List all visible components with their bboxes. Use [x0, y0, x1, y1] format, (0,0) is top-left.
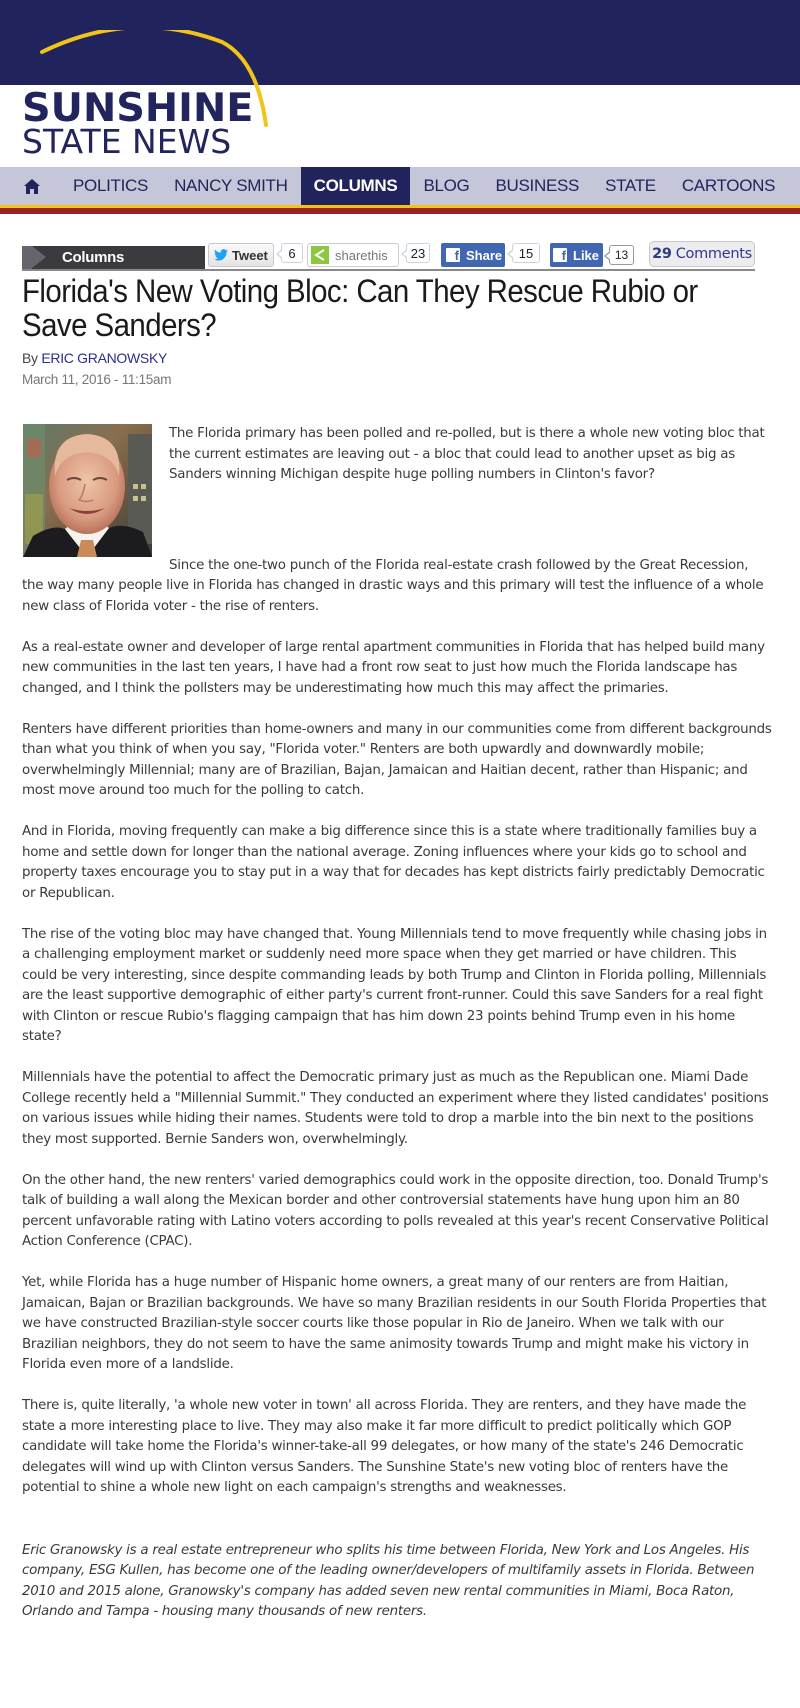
facebook-like-label: Like: [573, 247, 600, 263]
article-title: Florida's New Voting Bloc: Can They Rescue Rubio or Save Sanders?: [22, 273, 698, 343]
nav-item-blog[interactable]: BLOG: [423, 176, 470, 195]
article-paragraph: The rise of the voting bloc may have changed that. Young Millennials tend to move frequently while chasing jobs in a challenging employment market or suddenly need more space when they get married or have children. This could be very interesting, since despite commanding leads by both Trump and Clinton in Florida polling, Millennials are the least supportive demographic of either party's current front-runner. Could this save Sanders for a real fight with Clinton or rescue Rubio's flagging campaign that has him down 23 points behind Trump even in his home state?: [22, 926, 767, 1044]
sharebar-divider: [22, 269, 755, 271]
site-header: [0, 0, 800, 167]
tweet-count: 6: [281, 243, 303, 263]
author-bio: Eric Granowsky is a real estate entrepreneur who splits his time between Florida, New York and Los Angeles. His company, ESG Kullen, has become one of the leading owner/developers of multifamily assets in Florida. Between 2010 and 2015 alone, Granowsky's company has added seven new rental communities in Miami, Boca Raton, Orlando and Tampa - housing many thousands of new renters.: [22, 1542, 755, 1619]
comments-count: 29: [652, 246, 672, 262]
article-paragraph: Renters have different priorities than home-owners and many in our communities come from different backgrounds than what you think of when you say, "Florida voter." Renters are both upwardly and downwardly mobile; overwhelmingly Millennial; many are of Brazilian, Bajan, Jamaican and Haitian decent, rather than Hispanic; and most move around too much for the polling to catch.: [22, 721, 772, 798]
article-paragraph: On the other hand, the new renters' varied demographics could work in the opposite direction, too. Donald Trump's talk of building a wall along the Mexican border and other controversial statements have hung upon him an 80 percent unfavorable rating with Latino voters according to polls revealed at this year's recent Conservative Political Action Conference (CPAC).: [22, 1172, 769, 1249]
article-paragraph: [22, 556, 772, 618]
article-paragraph: And in Florida, moving frequently can make a big difference since this is a state where traditionally families buy a home and settle down for longer than the national average. Zoning influences where your kids go to school and property taxes encourage you to stay put in a way that for decades has kept districts fairly predictably Democratic or Republican.: [22, 824, 765, 901]
sharethis-label: sharethis: [335, 247, 388, 263]
comments-label: Comments: [675, 246, 752, 262]
section-label-text: Columns: [62, 249, 125, 266]
facebook-icon: f: [446, 248, 460, 262]
facebook-like-button[interactable]: [550, 243, 603, 267]
logo-line1: SUNSHINE: [22, 86, 254, 131]
sharethis-icon: [311, 246, 329, 264]
site-logo[interactable]: [22, 30, 272, 160]
section-chevron-base: [22, 246, 32, 269]
nav-item-columns[interactable]: COLUMNS: [301, 167, 411, 205]
article-paragraph: Yet, while Florida has a huge number of Hispanic home owners, a great many of our renters are from Haitian, Jamaican, Bajan or Brazilian backgrounds. We have so many Brazilian residents in our South Florida Properties that we have constructed Brazilian-style soccer courts like those popular in Rio de Janeiro. When we talk with our Brazilian neighbors, they do not seem to have the same animosity towards Trump and might make his victory in Florida even more of a landslide.: [22, 1275, 767, 1372]
article-paragraph: As a real-estate owner and developer of large rental apartment communities in Florida that has helped build many new communities in the last ten years, I have had a front row seat to just how much the Florida landscape has changed, and I think the pollsters may be underestimating how much this may affect the primaries.: [22, 639, 765, 696]
sharethis-button[interactable]: [307, 243, 399, 267]
section-label[interactable]: [22, 246, 205, 269]
nav-home[interactable]: [18, 167, 46, 205]
nav-item-politics[interactable]: POLITICS: [73, 176, 149, 195]
logo-line2: STATE NEWS: [22, 122, 232, 161]
byline-prefix: By: [22, 350, 38, 366]
publish-date: March 11, 2016 - 11:15am: [22, 372, 172, 387]
share-bar: [22, 240, 755, 270]
sharethis-count: 23: [406, 243, 430, 263]
twitter-bird-icon: [214, 249, 228, 261]
main-nav: [0, 167, 800, 205]
section-chevron-icon: [32, 246, 46, 268]
nav-item-cartoons[interactable]: CARTOONS: [681, 176, 776, 195]
article-paragraph: There is, quite literally, 'a whole new voter in town' all across Florida. They are renters, and they have made the state a more interesting place to live. They may also make it far more difficult to predict politically which GOP candidate will take home the Florida's winner-take-all 99 delegates, or how many of the state's 246 Democratic delegates will wind up with Clinton versus Sanders. The Sunshine State's new voting bloc of renters have the potential to shine a whole new light on each campaign's strengths and weaknesses.: [22, 1398, 747, 1495]
article-paragraph-text: Since the one-two punch of the Florida real-estate crash followed by the Great Recession, the way many people live in Florida has changed in drastic ways and this primary will test the influence of a whole new class of Florida voter - the rise of renters.: [22, 557, 764, 614]
author-link[interactable]: ERIC GRANOWSKY: [41, 350, 168, 366]
home-icon: [24, 179, 40, 194]
article-paragraph: The Florida primary has been polled and re-polled, but is there a whole new voting bloc that the current estimates are leaving out - a bloc that could lead to another upset as big as Sanders winning Michigan despite huge polling numbers in Clinton's favor?: [169, 426, 765, 482]
nav-item-nancy-smith[interactable]: NANCY SMITH: [174, 176, 288, 195]
comments-button[interactable]: [649, 241, 755, 267]
article-paragraph: Millennials have the potential to affect the Democratic primary just as much as the Republican one. Miami Dade College recently held a "Millennial Summit." They conducted an experiment where they listed candidates' positions on various issues while hiding their names. Students were told to drop a marble into the bin next to the positions they most supported. Bernie Sanders won, overwhelmingly.: [22, 1070, 769, 1147]
nav-item-state[interactable]: STATE: [605, 176, 656, 195]
facebook-share-label: Share: [466, 247, 503, 263]
tweet-label: Tweet: [232, 247, 268, 263]
tweet-button[interactable]: [208, 243, 274, 267]
nav-red-stripe: [0, 208, 800, 214]
byline: [22, 350, 167, 366]
nav-item-business[interactable]: BUSINESS: [495, 176, 580, 195]
facebook-like-count: 13: [609, 245, 634, 265]
facebook-icon: f: [553, 248, 567, 262]
facebook-share-count: 15: [512, 243, 540, 263]
facebook-share-button[interactable]: [441, 243, 505, 267]
article-body: [22, 424, 772, 1643]
